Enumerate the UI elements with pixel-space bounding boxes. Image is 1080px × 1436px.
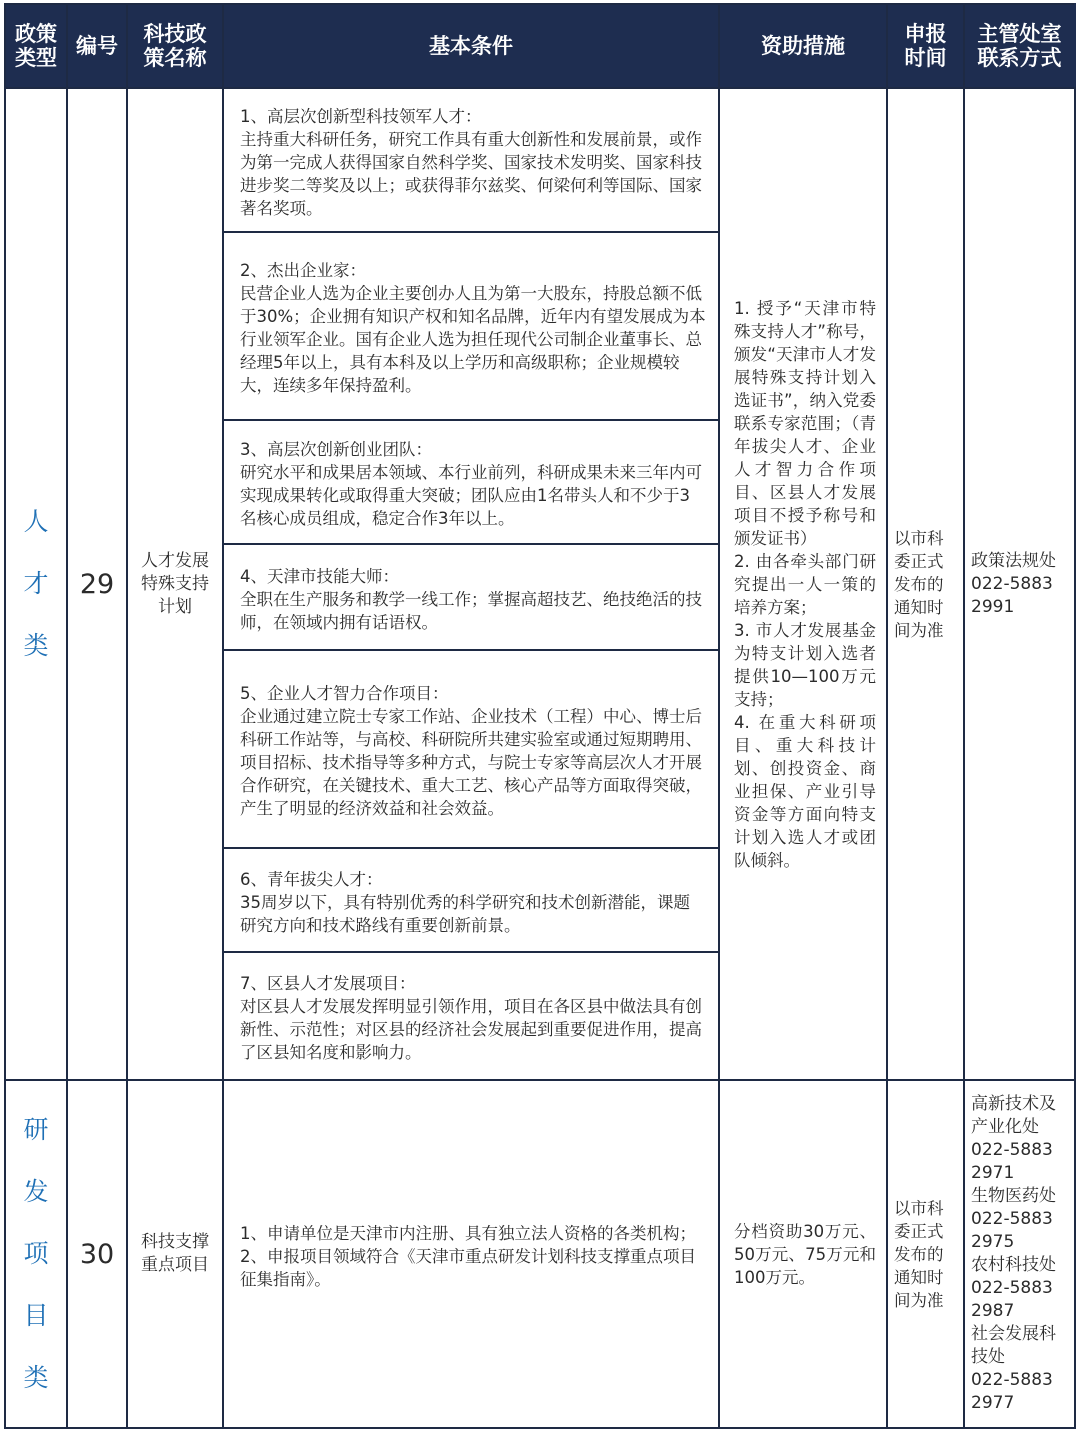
policy-type-cell [5, 1080, 67, 1428]
type-char: 发 [23, 1177, 49, 1206]
number-cell: 30 [67, 1080, 127, 1428]
header-number: 编号 [67, 4, 127, 88]
policy-table [4, 3, 1076, 1429]
conditions-cell [223, 1080, 719, 1428]
table-row [5, 1080, 1075, 1428]
header-contact: 主管处室 联系方式 [964, 4, 1075, 88]
condition-item: 1、申请单位是天津市内注册、具有独立法人资格的各类机构； 2、申报项目领域符合《天津市重点研发计划科技支撑重点项目征集指南》。 [240, 1223, 696, 1289]
condition-item: 5、企业人才智力合作项目： 企业通过建立院士专家工作站、企业技术（工程）中心、博士后科研工作站等，与高校、科研院所共建实验室或通过短期聘用、项目招标、技术指导等多种方式，与院士专家等高层次人才开展合作研究，在关键技术、重大工艺、核心产品等方面取得突破，产生了明显的经济效益和社会效益。 [224, 651, 718, 849]
funding-cell: 分档资助30万元、50万元、75万元和100万元。 [719, 1080, 887, 1428]
condition-item: 2、杰出企业家： 民营企业人选为企业主要创办人且为第一大股东，持股总额不低于30%；企业拥有知识产权和知名品牌，近年内有望发展成为本行业领军企业。国有企业人选为担任现代公司制企业董事长、总经理5年以上，具有本科及以上学历和高级职称；企业规模较大，连续多年保持盈利。 [224, 233, 718, 421]
header-policy-type: 政策 类型 [5, 4, 67, 88]
header-policy-name: 科技政 策名称 [127, 4, 223, 88]
conditions-cell [223, 88, 719, 1080]
number-cell: 29 [67, 88, 127, 1080]
table-row [5, 88, 1075, 1080]
condition-item: 6、青年拔尖人才： 35周岁以下，具有特别优秀的科学研究和技术创新潜能，课题研究方向和技术路线有重要创新前景。 [224, 849, 718, 953]
type-char: 类 [23, 1363, 49, 1392]
time-cell: 以市科委正式发布的通知时间为准 [887, 1080, 964, 1428]
table-header-row [5, 4, 1075, 88]
policy-type-cell [5, 88, 67, 1080]
time-cell: 以市科委正式发布的通知时间为准 [887, 88, 964, 1080]
header-time: 申报 时间 [887, 4, 964, 88]
condition-item: 4、天津市技能大师： 全职在生产服务和教学一线工作；掌握高超技艺、绝技绝活的技师，在领域内拥有话语权。 [224, 545, 718, 651]
condition-item: 3、高层次创新创业团队： 研究水平和成果居本领域、本行业前列，科研成果未来三年内可实现成果转化或取得重大突破；团队应由1名带头人和不少于3名核心成员组成，稳定合作3年以上。 [224, 421, 718, 545]
funding-cell: 1. 授予“天津市特殊支持人才”称号，颁发“天津市人才发展特殊支持计划入选证书”，纳入党委联系专家范围；（青年拔尖人才、企业人才智力合作项目、区县人才发展项目不授予称号和颁发证书） 2. 由各牵头部门研究提出一人一策的培养方案； 3. 市人才发展基金为特支计划入选者提供10—100万元支持； 4. 在重大科研项目、重大科技计划、创投资金、商业担保、产业引导资金等方面向特支计划入选人才或团队倾斜。 [719, 88, 887, 1080]
contact-cell: 高新技术及产业化处 022-5883 2971 生物医药处 022-5883 2975 农村科技处 022-5883 2987 社会发展科技处 022-5883 2977 [964, 1080, 1075, 1428]
policy-name-cell: 人才发展 特殊支持 计划 [127, 88, 223, 1080]
condition-item: 7、区县人才发展项目： 对区县人才发展发挥明显引领作用，项目在各区县中做法具有创新性、示范性；对区县的经济社会发展起到重要促进作用，提高了区县知名度和影响力。 [240, 974, 702, 1062]
type-char: 人 [23, 507, 49, 536]
policy-name-cell: 科技支撑 重点项目 [127, 1080, 223, 1428]
condition-item: 1、高层次创新型科技领军人才： 主持重大科研任务，研究工作具有重大创新性和发展前景，或作为第一完成人获得国家自然科学奖、国家技术发明奖、国家科技进步奖二等奖及以上；或获得菲尔兹奖、何梁何利等国际、国家著名奖项。 [224, 89, 718, 233]
type-char: 目 [23, 1301, 49, 1330]
header-conditions: 基本条件 [223, 4, 719, 88]
type-char: 类 [23, 631, 49, 660]
type-char: 研 [23, 1115, 49, 1144]
type-char: 项 [23, 1239, 49, 1268]
contact-cell: 政策法规处 022-5883 2991 [964, 88, 1075, 1080]
header-funding: 资助措施 [719, 4, 887, 88]
type-char: 才 [23, 569, 49, 598]
